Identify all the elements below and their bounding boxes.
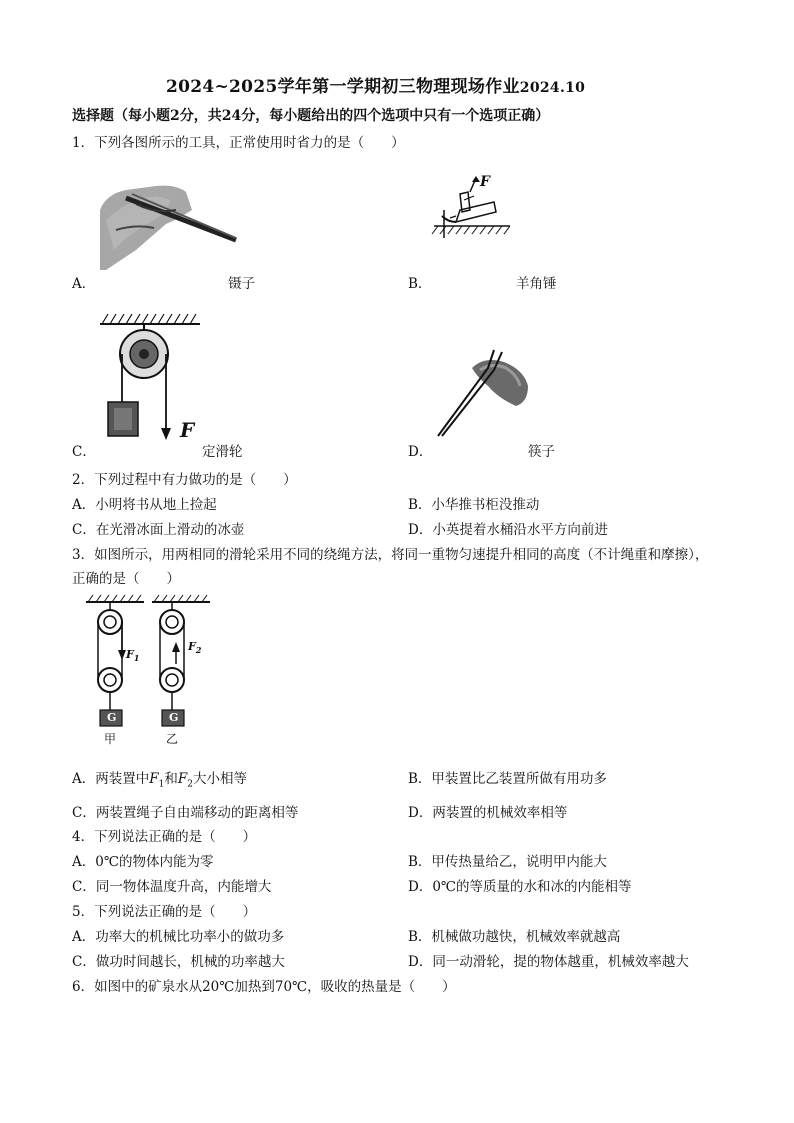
title-text: 2024~2025学年第一学期初三物理现场作业 bbox=[166, 77, 520, 97]
q4-option-c-letter: C． bbox=[72, 879, 96, 895]
q5-option-b bbox=[408, 925, 620, 945]
q3-fig-f2: F bbox=[188, 640, 196, 653]
page-title bbox=[166, 72, 585, 97]
q3-option-c bbox=[72, 801, 298, 821]
section-heading: 选择题（每小题2分，共24分，每小题给出的四个选项中只有一个选项正确） bbox=[72, 108, 550, 124]
q6-stem: 6．如图中的矿泉水从20℃加热到70℃，吸收的热量是（ ） bbox=[72, 979, 456, 995]
q2-option-c bbox=[72, 518, 244, 538]
q4-option-b bbox=[408, 850, 607, 870]
q5-option-c bbox=[72, 950, 285, 970]
q3-option-a-f2-sub: 2 bbox=[187, 779, 193, 790]
q4-option-b-text: 甲传热量给乙，说明甲内能大 bbox=[431, 854, 607, 870]
q5-option-c-letter: C． bbox=[72, 954, 96, 970]
q3-fig-weight-right: G bbox=[169, 711, 179, 724]
q5-option-a-text: 功率大的机械比功率小的做功多 bbox=[95, 929, 285, 945]
claw-hammer-diagram bbox=[430, 172, 520, 240]
q3-option-b bbox=[408, 767, 607, 787]
q4-option-a-text: 0℃的物体内能为零 bbox=[95, 854, 214, 870]
q2-option-c-letter: C． bbox=[72, 522, 96, 538]
q4-option-b-letter: B． bbox=[408, 854, 432, 870]
q3-fig-f2-label bbox=[188, 640, 201, 655]
q1-option-b-caption: 羊角锤 bbox=[516, 276, 557, 292]
q2-option-b-letter: B． bbox=[408, 497, 432, 513]
q2-option-c-text: 在光滑冰面上滑动的冰壶 bbox=[95, 522, 245, 538]
pulley-systems-figure bbox=[86, 594, 216, 746]
q3-option-a-f2: F bbox=[177, 771, 188, 787]
tweezers-hand-image bbox=[96, 180, 246, 272]
q2-option-d-text: 小英提着水桶沿水平方向前进 bbox=[432, 522, 608, 538]
q1-option-a-caption: 镊子 bbox=[228, 276, 255, 292]
q2-option-a-letter: A． bbox=[72, 497, 96, 513]
q4-option-a-letter: A． bbox=[72, 854, 96, 870]
q3-option-c-letter: C． bbox=[72, 805, 96, 821]
q4-option-a bbox=[72, 850, 213, 870]
q2-option-a-text: 小明将书从地上捡起 bbox=[95, 497, 217, 513]
title-date: 2024.10 bbox=[519, 80, 586, 96]
q4-option-d-text: 0℃的等质量的水和冰的内能相等 bbox=[432, 879, 632, 895]
q3-option-a-letter: A． bbox=[72, 771, 96, 787]
q5-option-c-text: 做功时间越长，机械的功率越大 bbox=[95, 954, 285, 970]
q1-option-d-letter: D． bbox=[408, 444, 433, 460]
q1-option-c-letter: C． bbox=[72, 444, 96, 460]
q3-option-a-f1-sub: 1 bbox=[158, 779, 165, 790]
q3-option-a bbox=[72, 767, 247, 790]
q1-option-d-caption: 筷子 bbox=[528, 444, 555, 460]
q5-option-d-letter: D． bbox=[408, 954, 433, 970]
q3-option-a-pre: 两装置中 bbox=[95, 771, 150, 787]
q5-option-d-text: 同一动滑轮，提的物体越重，机械效率越大 bbox=[432, 954, 689, 970]
q5-option-b-text: 机械做功越快，机械效率就越高 bbox=[431, 929, 621, 945]
q2-option-d bbox=[408, 518, 608, 538]
q2-option-a bbox=[72, 493, 217, 513]
q3-option-a-f1: F bbox=[149, 771, 159, 787]
q4-option-c-text: 同一物体温度升高，内能增大 bbox=[95, 879, 272, 895]
q3-fig-f1-label bbox=[126, 648, 139, 663]
q3-fig-f1: F bbox=[126, 648, 134, 661]
q5-option-a bbox=[72, 925, 284, 945]
q5-option-b-letter: B． bbox=[408, 929, 432, 945]
q3-stem-line2: 正确的是（ ） bbox=[72, 571, 180, 587]
q3-option-b-letter: B． bbox=[408, 771, 432, 787]
q4-option-d-letter: D． bbox=[408, 879, 433, 895]
q4-option-d bbox=[408, 875, 632, 895]
q3-option-d-letter: D． bbox=[408, 805, 433, 821]
q3-option-b-text: 甲装置比乙装置所做有用功多 bbox=[431, 771, 607, 787]
q2-option-b bbox=[408, 493, 539, 513]
q3-fig-f1-sub: 1 bbox=[133, 653, 140, 664]
q3-fig-right-label: 乙 bbox=[166, 732, 179, 746]
q1-option-a-letter: A． bbox=[72, 276, 96, 292]
q3-option-a-post: 大小相等 bbox=[192, 771, 247, 787]
q3-stem-line1: 3．如图所示，用两相同的滑轮采用不同的绕绳方法，将同一重物匀速提升相同的高度（不计绳重和摩擦）， bbox=[72, 547, 709, 563]
q2-option-b-text: 小华推书柜没推动 bbox=[431, 497, 540, 513]
q2-option-d-letter: D． bbox=[408, 522, 433, 538]
q3-fig-left-label: 甲 bbox=[104, 732, 117, 746]
q3-option-d-text: 两装置的机械效率相等 bbox=[432, 805, 568, 821]
q5-stem: 5．下列说法正确的是（ ） bbox=[72, 904, 257, 920]
chopsticks-hand-image bbox=[432, 346, 532, 438]
q3-option-a-mid: 和 bbox=[164, 771, 178, 787]
q1-option-b-letter: B． bbox=[408, 276, 432, 292]
q2-stem: 2．下列过程中有力做功的是（ ） bbox=[72, 472, 297, 488]
q1-c-force-label: F bbox=[180, 418, 195, 442]
q1-b-force-label: F bbox=[480, 174, 490, 190]
q5-option-d bbox=[408, 950, 689, 970]
q3-option-d bbox=[408, 801, 567, 821]
q1-option-c-caption: 定滑轮 bbox=[202, 444, 243, 460]
q3-option-c-text: 两装置绳子自由端移动的距离相等 bbox=[95, 805, 299, 821]
q3-fig-f2-sub: 2 bbox=[195, 645, 202, 656]
q4-stem: 4．下列说法正确的是（ ） bbox=[72, 829, 257, 845]
q4-option-c bbox=[72, 875, 271, 895]
q3-fig-weight-left: G bbox=[107, 711, 117, 724]
q1-stem: 1．下列各图所示的工具，正常使用时省力的是（ ） bbox=[72, 135, 405, 151]
q5-option-a-letter: A． bbox=[72, 929, 96, 945]
